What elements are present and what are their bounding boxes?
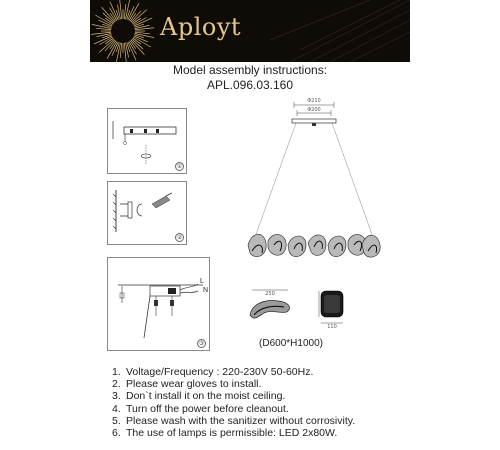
wiring-connection-drawing	[108, 258, 209, 350]
bracket-mounting-drawing	[108, 182, 186, 244]
step-1-number: ①	[176, 163, 183, 170]
crystal-detail-drawing	[244, 287, 296, 327]
step-3-number: ③	[198, 340, 205, 347]
brand-name: Aployt	[160, 13, 242, 41]
overall-dimensions: (D600*H1000)	[259, 338, 323, 349]
wire-label-l: L	[200, 278, 204, 285]
dim-phi200: Φ200	[307, 107, 321, 113]
dim-250: 250	[265, 291, 275, 297]
instructions-title: Model assembly instructions:	[172, 63, 328, 77]
sunburst-logo-icon	[90, 0, 154, 62]
decorative-streaks	[270, 0, 410, 62]
ceiling-plate-drawing	[108, 109, 186, 173]
wire-label-n: N	[203, 287, 209, 294]
dim-phi210: Φ210	[307, 98, 321, 104]
note-item: 4. Turn off the power before cleanout.	[112, 402, 289, 415]
note-item: 3. Don`t install it on the moist ceiling.	[112, 390, 286, 403]
step-2-box	[107, 181, 187, 245]
lamp-module-drawing	[313, 287, 353, 329]
dim-110: 110	[327, 324, 337, 329]
note-item: 1. Voltage/Frequency : 220-230V 50-60Hz.	[112, 366, 314, 378]
step-3-box	[107, 257, 210, 351]
step-1-box	[107, 108, 187, 174]
note-item: 2. Please wear gloves to install.	[112, 378, 262, 391]
chandelier-drawing	[234, 95, 384, 275]
note-item: 6. The use of lamps is permissible: LED 2x80W.	[112, 427, 338, 440]
note-item: 5. Please wash with the sanitizer without corrosivity.	[112, 414, 356, 427]
step-2-number: ②	[176, 234, 183, 241]
brand-banner	[90, 0, 410, 62]
model-number: APL.096.03.160	[206, 78, 294, 92]
notes-list	[112, 366, 355, 439]
